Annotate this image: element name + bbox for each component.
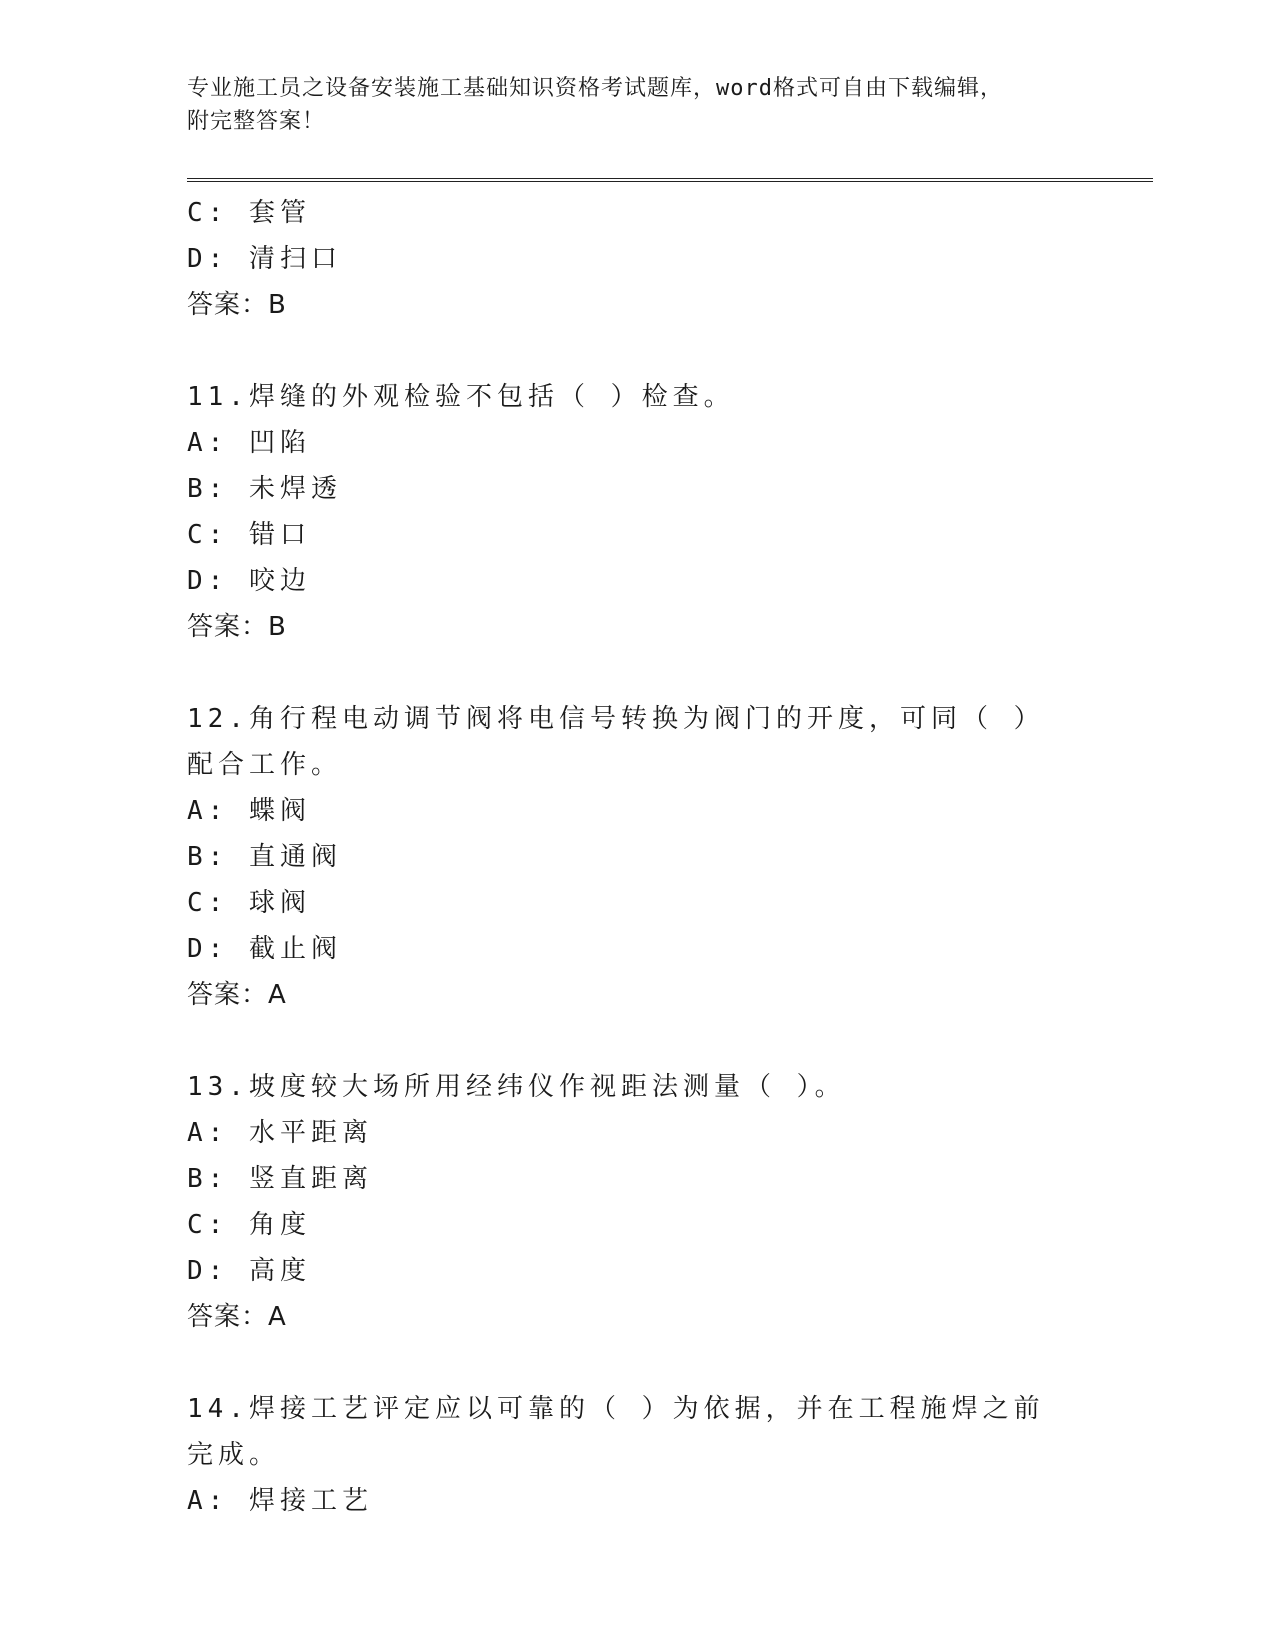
option-d: D: 高度 [187,1256,311,1286]
option-c: C: 错口 [187,520,311,550]
spacer [187,1340,1067,1386]
answer-line: 答案：A [187,980,287,1010]
question-12 [187,696,1067,1018]
spacer [187,1018,1067,1064]
spacer [187,650,1067,696]
option-a: A: 焊接工艺 [187,1486,373,1516]
option-a: A: 蝶阀 [187,796,311,826]
spacer [187,328,1067,374]
header-line-1: 专业施工员之设备安装施工基础知识资格考试题库，word格式可自由下载编辑， [187,76,1003,101]
answer-line: 答案：B [187,290,287,320]
option-a: A: 水平距离 [187,1118,373,1148]
question-stem: 14.焊接工艺评定应以可靠的（ ）为依据，并在工程施焊之前完成。 [187,1394,1045,1470]
option-b: B: 未焊透 [187,474,342,504]
option-d: D: 咬边 [187,566,311,596]
option-a: A: 凹陷 [187,428,311,458]
header-line-2: 附完整答案！ [187,109,326,134]
question-stem: 11.焊缝的外观检验不包括（ ）检查。 [187,382,735,412]
question-list [187,190,1067,1524]
header-divider [187,178,1153,182]
question-11 [187,374,1067,650]
question-10-tail [187,190,1067,328]
option-c: C: 球阀 [187,888,311,918]
option-b: B: 直通阀 [187,842,342,872]
question-stem: 13.坡度较大场所用经纬仪作视距法测量（ ）。 [187,1072,846,1102]
option-b: B: 竖直距离 [187,1164,373,1194]
option-d: D: 截止阀 [187,934,342,964]
answer-line: 答案：A [187,1302,287,1332]
document-header [187,72,1067,138]
question-stem: 12.角行程电动调节阀将电信号转换为阀门的开度，可同（ ）配合工作。 [187,704,1045,780]
option-c: C: 套管 [187,198,311,228]
question-13 [187,1064,1067,1340]
option-d: D: 清扫口 [187,244,342,274]
question-14 [187,1386,1067,1524]
option-c: C: 角度 [187,1210,311,1240]
answer-line: 答案：B [187,612,287,642]
